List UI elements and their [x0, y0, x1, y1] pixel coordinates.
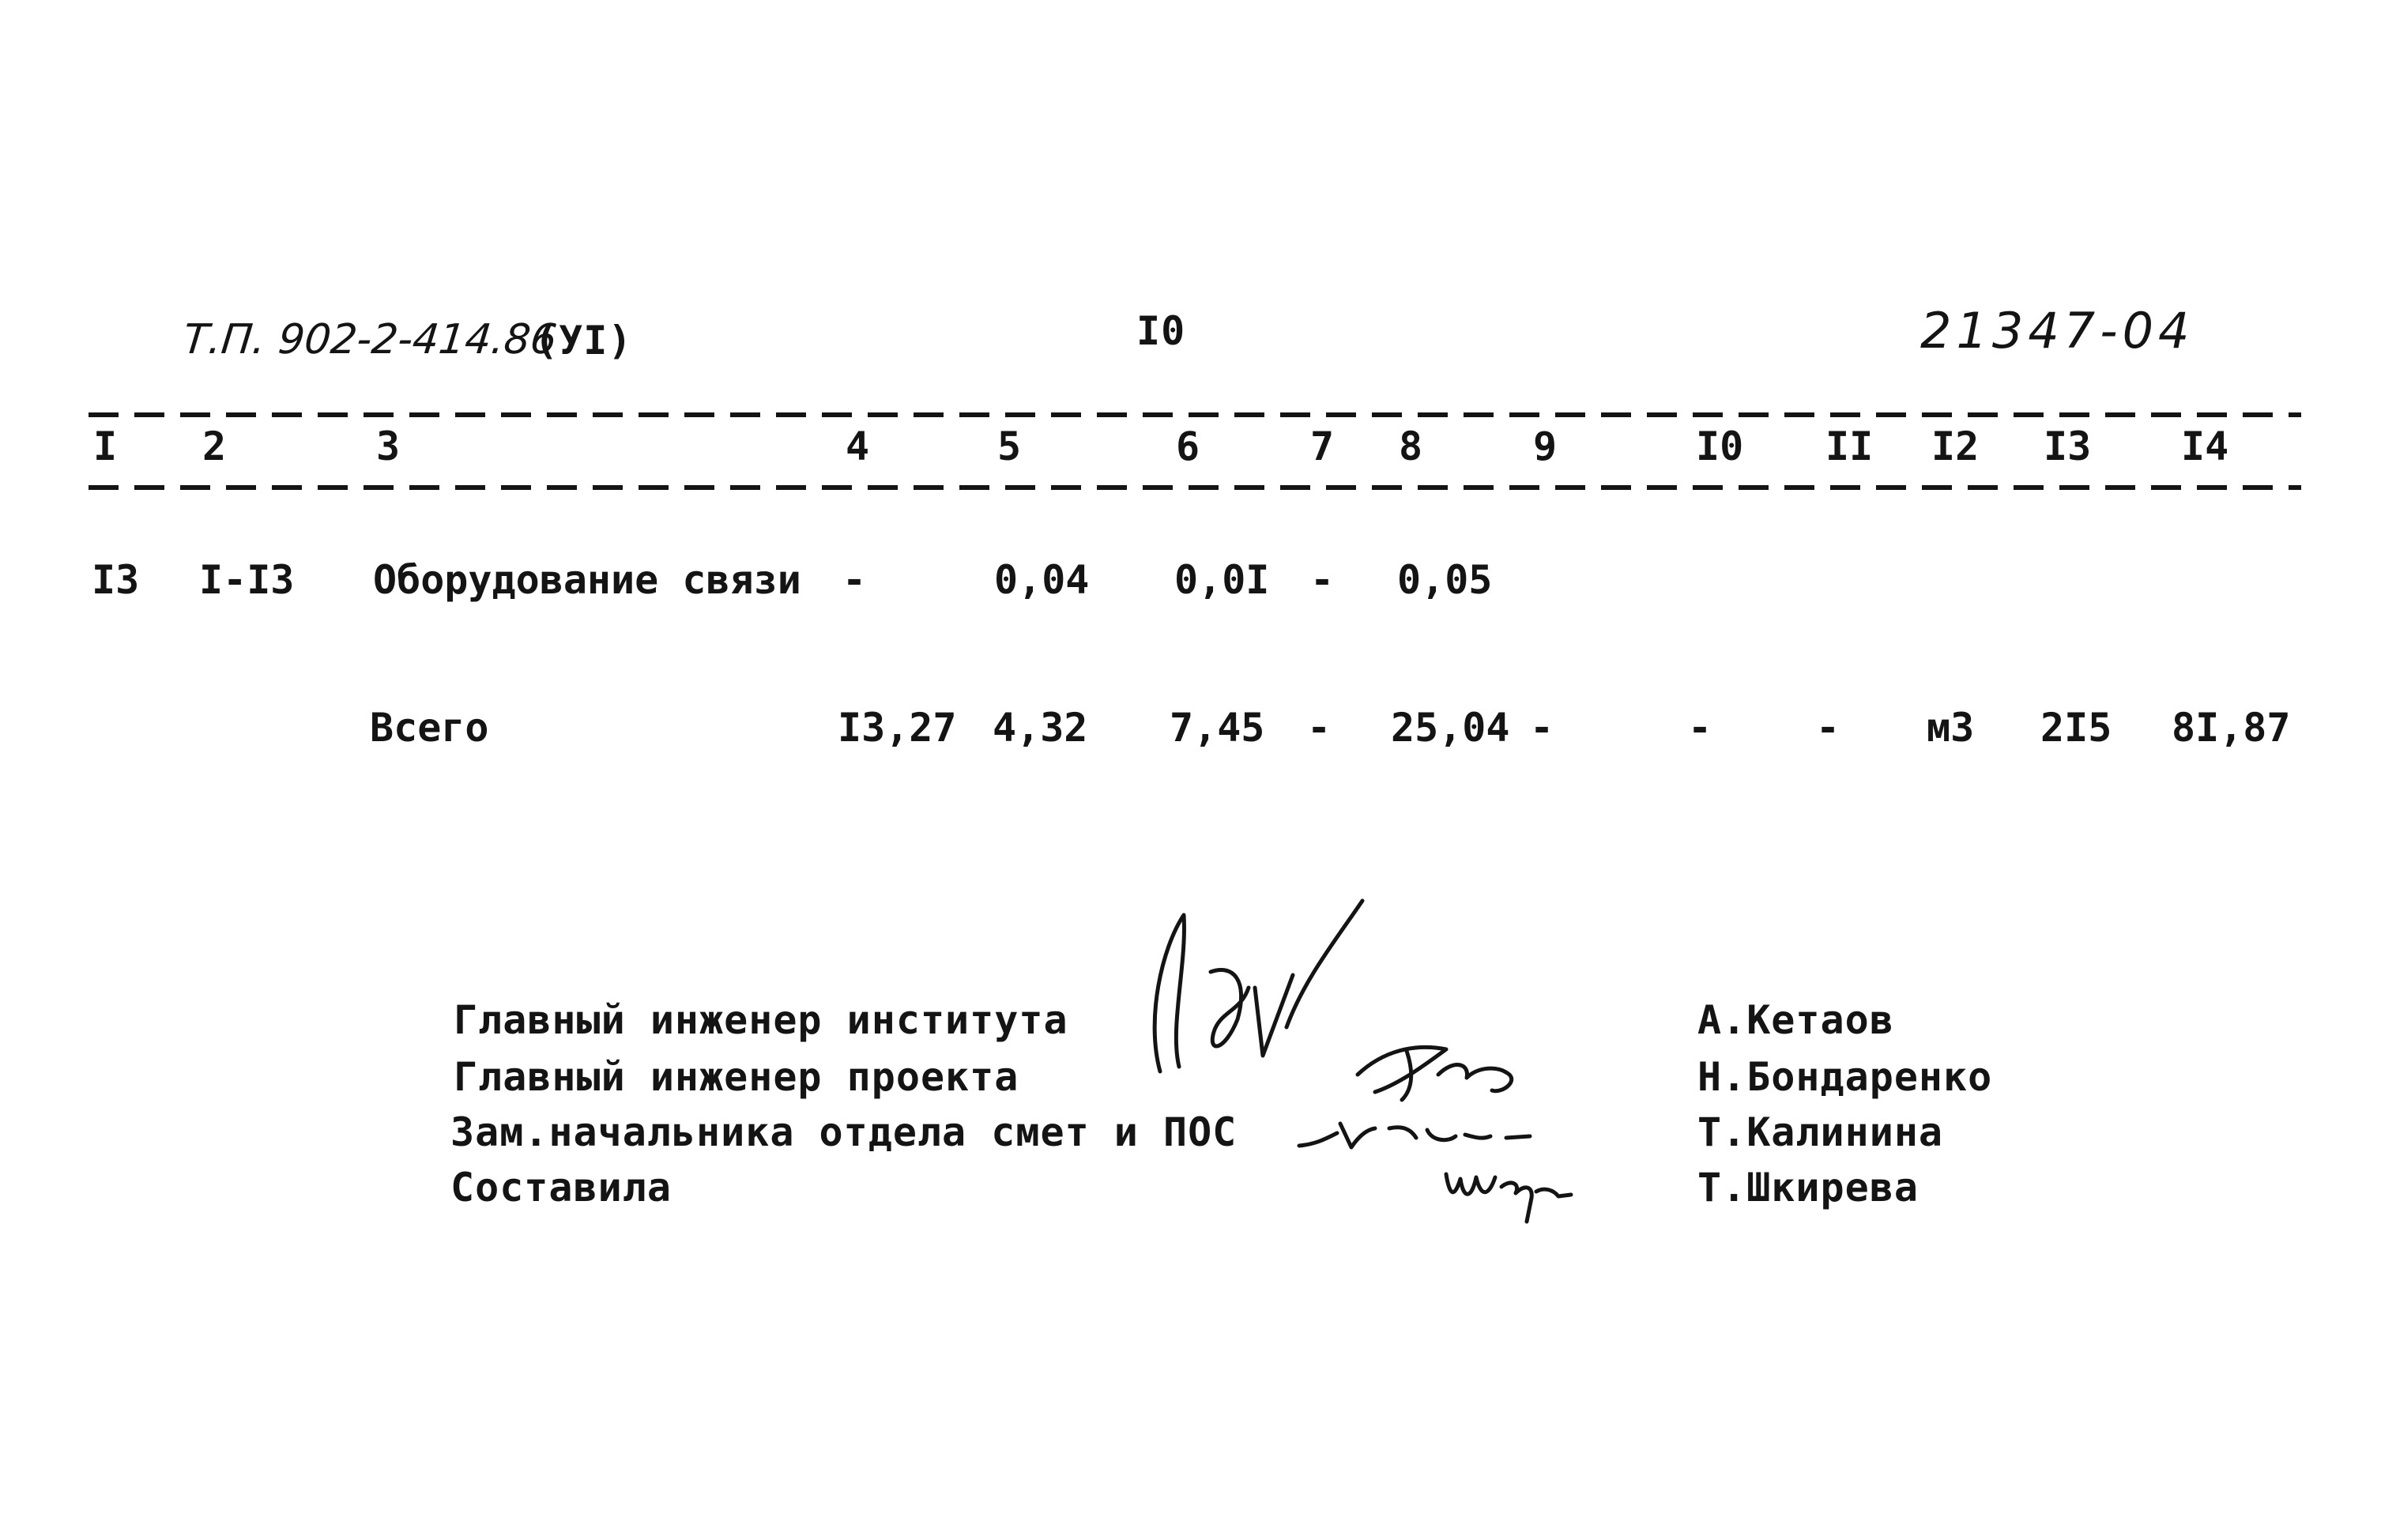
signature-position: Главный инженер проекта — [454, 1054, 1019, 1100]
col-header-13: I3 — [2044, 424, 2092, 469]
signatory-name: Н.Бондаренко — [1697, 1054, 1993, 1100]
signature-deputy-head — [1293, 1106, 1554, 1162]
signature-position: Зам.начальника отдела смет и ПОС — [450, 1109, 1238, 1155]
col-header-11: II — [1825, 424, 1874, 469]
row-cell-6: 0,0I — [1174, 557, 1270, 603]
signature-position: Составила — [450, 1165, 672, 1211]
row-cell-8: 0,05 — [1397, 557, 1493, 603]
col-header-7: 7 — [1310, 424, 1335, 469]
total-cell-10: - — [1688, 705, 1712, 751]
page-number: I0 — [1136, 308, 1186, 354]
total-cell-8: 25,04 — [1391, 705, 1510, 751]
signature-compiler — [1438, 1155, 1580, 1226]
project-code: Т.П. 902-2-414.86 — [180, 316, 559, 363]
row-cell-4: - — [842, 557, 867, 603]
total-cell-6: 7,45 — [1170, 705, 1265, 751]
signatory-name: Т.Калинина — [1697, 1109, 1944, 1155]
col-header-1: I — [93, 424, 118, 469]
row-cell-7: - — [1310, 557, 1335, 603]
table-header-rule — [89, 485, 2301, 490]
col-header-2: 2 — [202, 424, 227, 469]
total-cell-11: - — [1816, 705, 1840, 751]
document-number: 21347-04 — [1920, 302, 2195, 360]
total-label: Всего — [370, 705, 489, 751]
signature-chief-engineer-institute — [1138, 893, 1375, 1083]
row-cell-5: 0,04 — [994, 557, 1090, 603]
row-name: Оборудование связи — [373, 557, 801, 603]
col-header-9: 9 — [1533, 424, 1558, 469]
signatory-name: Т.Шкирева — [1697, 1165, 1919, 1211]
col-header-3: 3 — [376, 424, 401, 469]
row-code: I-I3 — [199, 557, 295, 603]
table-top-rule — [89, 412, 2301, 417]
signature-chief-engineer-project — [1351, 1027, 1533, 1106]
total-cell-7: - — [1307, 705, 1332, 751]
signatory-name: А.Кетаов — [1697, 997, 1894, 1043]
signature-position: Главный инженер института — [454, 997, 1068, 1043]
col-header-14: I4 — [2181, 424, 2229, 469]
col-header-12: I2 — [1931, 424, 1980, 469]
col-header-5: 5 — [997, 424, 1022, 469]
total-cell-9: - — [1530, 705, 1554, 751]
total-cell-13: 2I5 — [2040, 705, 2112, 751]
col-header-8: 8 — [1399, 424, 1423, 469]
col-header-10: I0 — [1696, 424, 1744, 469]
total-cell-12: м3 — [1927, 705, 1975, 751]
row-number: I3 — [92, 557, 140, 603]
total-cell-14: 8I,87 — [2172, 705, 2291, 751]
total-cell-5: 4,32 — [993, 705, 1088, 751]
part-label: (УI) — [534, 318, 633, 363]
col-header-6: 6 — [1176, 424, 1200, 469]
total-cell-4: I3,27 — [838, 705, 957, 751]
col-header-4: 4 — [846, 424, 870, 469]
